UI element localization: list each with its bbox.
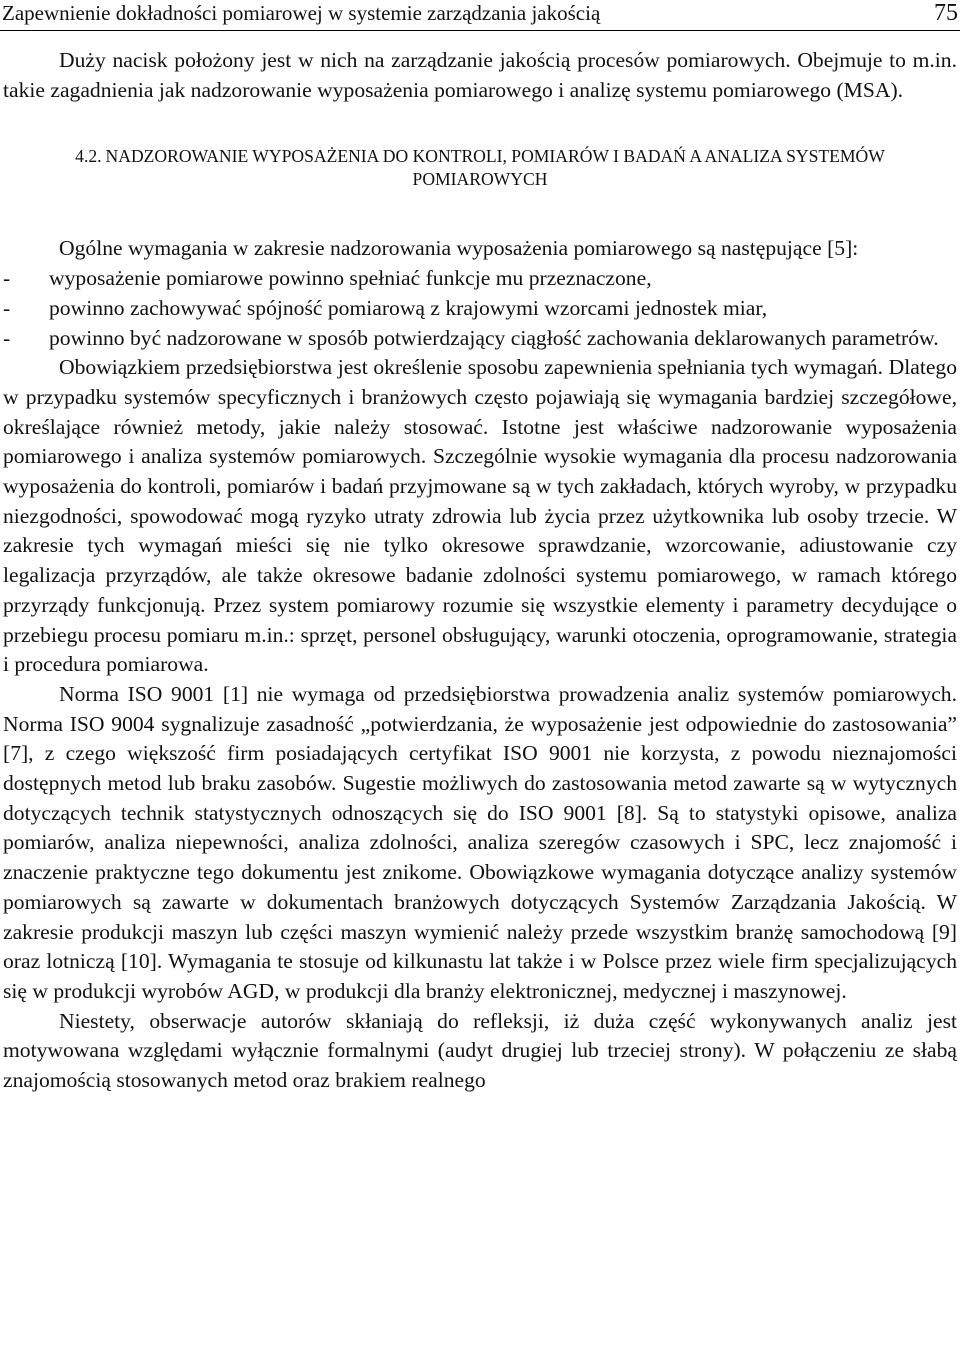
page-number: 75 xyxy=(934,0,958,26)
running-header xyxy=(0,0,960,31)
intro-paragraph: Duży nacisk położony jest w nich na zarządzanie jakością procesów pomiarowych. Obejmuje to m.in. takie zagadnienia jak nadzorowanie wyposażenia pomiarowego i analizę systemu pomiarowego (MSA). xyxy=(3,48,957,102)
section-title: NADZOROWANIE WYPOSAŻENIA DO KONTROLI, POMIARÓW I BADAŃ A ANALIZA SYSTEMÓW POMIAROWYCH xyxy=(105,146,885,190)
page-body xyxy=(3,46,957,1096)
section-number: 4.2. xyxy=(75,146,102,167)
body-paragraph: Niestety, obserwacje autorów skłaniają do refleksji, iż duża część wykonywanych analiz jest motywowana względami wyłącznie formalnymi (audyt drugiej lub trzeciej strony). W połączeniu ze słabą znajomością stosowanych metod oraz brakiem realnego xyxy=(3,1008,957,1093)
running-title: Zapewnienie dokładności pomiarowej w systemie zarządzania jakością xyxy=(2,1,601,25)
body-paragraph: Obowiązkiem przedsiębiorstwa jest określenie sposobu zapewnienia spełniania tych wymagań. Dlatego w przypadku systemów specyficznych i branżowych często pojawiają się wymagania bardziej szczegółowe, określające również metody, jakie należy stosować. Istotne jest właściwe nadzorowanie wyposażenia pomiarowego i analiza systemów pomiarowych. Szczególnie wysokie wymagania dla procesu nadzorowania wyposażenia do kontroli, pomiarów i badań przyjmowane są w tych zakładach, których wyroby, w przypadku niezgodności, spowodować mogą ryzyko utraty zdrowia lub życia przez użytkownika lub osoby trzecie. W zakresie tych wymagań mieści się nie tylko okresowe sprawdzanie, wzorcowanie, adiustowanie czy legalizacja przyrządów, ale także okresowe badanie zdolności systemu pomiarowego, w ramach którego przyrządy funkcjonują. Przez system pomiarowy rozumie się wszystkie elementy i parametry decydujące o przebiegu procesu pomiaru m.in.: sprzęt, personel obsługujący, warunki otoczenia, oprogramowanie, strategia i procedura pomiarowa. xyxy=(3,355,957,677)
list-item: - powinno zachowywać spójność pomiarową z krajowymi wzorcami jednostek miar, xyxy=(3,295,768,320)
body-paragraph: Norma ISO 9001 [1] nie wymaga od przedsiębiorstwa prowadzenia analiz systemów pomiarowych. Norma ISO 9004 sygnalizuje zasadność „potwierdzania, że wyposażenie jest odpowiednie do zastosowania” [7], z czego większość firm posiadających certyfikat ISO 9001 nie korzysta, z powodu nieznajomości dostępnych metod lub braku zasobów. Sugestie możliwych do zastosowania metod zawarte są w wytycznych dotyczących technik statystycznych odnoszących się do ISO 9001 [8]. Są to statystyki opisowe, analiza pomiarów, analiza niepewności, analiza zdolności, analiza szeregów czasowych i SPC, lecz znajomość i znaczenie praktyczne tego dokumentu jest znikome. Obowiązkowe wymagania dotyczące analizy systemów pomiarowych są zawarte w dokumentach branżowych dotyczących Systemów Zarządzania Jakością. W zakresie produkcji maszyn lub części maszyn wymienić należy przede wszystkim branżę samochodową [9] oraz lotniczą [10]. Wymagania te stosuje od kilkunastu lat także i w Polsce przez wiele firm specjalizujących się w produkcji wyrobów AGD, w produkcji dla branży elektronicznej, medycznej i maszynowej. xyxy=(3,681,957,1003)
spacer xyxy=(3,191,957,234)
requirements-lead: Ogólne wymagania w zakresie nadzorowania wyposażenia pomiarowego są następujące [5]: xyxy=(59,236,859,261)
requirements-list xyxy=(3,264,957,353)
list-item: - powinno być nadzorowane w sposób potwierdzający ciągłość zachowania deklarowanych parametrów. xyxy=(3,325,939,350)
section-heading xyxy=(3,145,957,191)
list-item: - wyposażenie pomiarowe powinno spełniać funkcje mu przeznaczone, xyxy=(3,266,652,291)
